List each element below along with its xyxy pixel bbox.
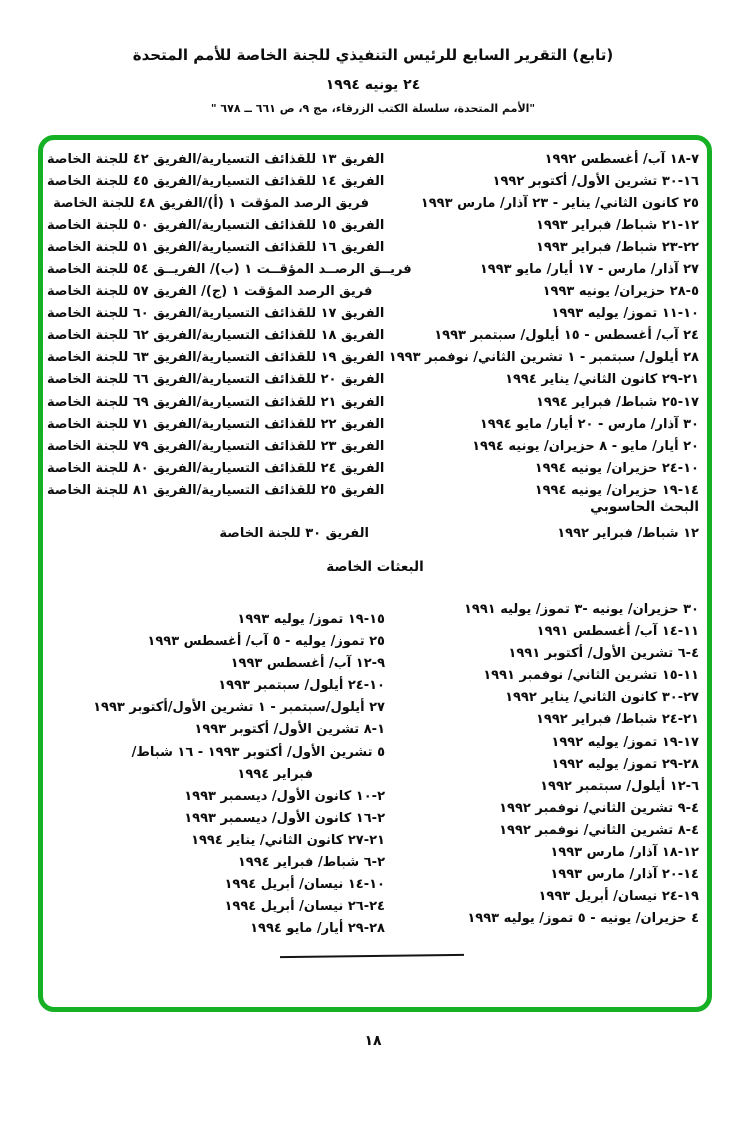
mission-date: ١١-١٤ آب/ أغسطس ١٩٩١ <box>536 624 699 640</box>
mission-date: ٢٨-٢٩ تموز/ يوليه ١٩٩٢ <box>551 756 699 772</box>
inspection-date: ١٦-٣٠ تشرين الأول/ أكتوبر ١٩٩٢ <box>492 173 699 189</box>
mission-date: ٤-٨ تشرين الثاني/ نوفمبر ١٩٩٢ <box>499 822 699 838</box>
inspection-team: الفريق ٢٢ للقذائف التسيارية/الفريق ٧١ للجنة الخاصة <box>47 416 385 432</box>
computer-search-heading: البحث الحاسوبي <box>590 499 699 515</box>
inspection-date: ٢٨ أيلول/ سبتمبر - ١ تشرين الثاني/ نوفمبر ١٩٩٣ <box>388 350 699 366</box>
mission-date: ٢-١٦ كانون الأول/ ديسمبر ١٩٩٣ <box>184 810 385 826</box>
document-title: (تابع) التقرير السابع للرئيس التنفيذي للجنة الخاصة للأمم المتحدة <box>132 46 614 64</box>
inspection-team: الفريق ٢٣ للقذائف التسيارية/الفريق ٧٩ للجنة الخاصة <box>47 438 385 454</box>
section-divider-line <box>280 954 464 958</box>
computer-search-date: ١٢ شباط/ فبراير ١٩٩٢ <box>557 525 699 541</box>
mission-date: ٣٠ حزيران/ يونيه -٣ تموز/ يوليه ١٩٩١ <box>463 602 699 617</box>
inspection-row <box>47 170 699 192</box>
mission-date: ٢٤-٢٦ نيسان/ أبريل ١٩٩٤ <box>224 899 385 915</box>
inspection-date: ١٠-١١ تموز/ يوليه ١٩٩٣ <box>551 306 699 322</box>
inspection-row <box>47 281 699 303</box>
mission-date: ٤ حزيران/ يونيه - ٥ تموز/ يوليه ١٩٩٣ <box>467 911 699 927</box>
computer-search-team: الفريق ٣٠ للجنة الخاصة <box>219 525 369 541</box>
document-date-line: ٢٤ يونيه ١٩٩٤ <box>325 77 421 93</box>
inspection-row <box>47 325 699 347</box>
inspection-date: ٢٠ أيار/ مايو - ٨ حزيران/ يونيه ١٩٩٤ <box>472 438 699 454</box>
mission-date: ١٤-٢٠ آذار/ مارس ١٩٩٣ <box>550 867 699 883</box>
mission-date: ٢١-٢٧ كانون الثاني/ يناير ١٩٩٤ <box>191 832 385 848</box>
mission-date: ٢-٦ شباط/ فبراير ١٩٩٤ <box>237 855 385 871</box>
inspection-row <box>47 148 699 170</box>
mission-date: ٤-٩ تشرين الثاني/ نوفمبر ١٩٩٢ <box>499 800 699 816</box>
inspection-team: الفريق ١٦ للقذائف التسيارية/الفريق ٥١ للجنة الخاصة <box>47 239 385 255</box>
mission-date: ٢٧-٣٠ كانون الثاني/ يناير ١٩٩٢ <box>505 690 699 706</box>
inspection-team: الفريق ٢٠ للقذائف التسيارية/الفريق ٦٦ للجنة الخاصة <box>47 372 385 388</box>
inspection-team: الفريق ١٩ للقذائف التسيارية/الفريق ٦٣ للجنة الخاصة <box>47 350 385 366</box>
inspection-date: ١٤-١٩ حزيران/ يونيه ١٩٩٤ <box>534 482 699 498</box>
mission-date: ١٠-٢٤ أيلول/ سبتمبر ١٩٩٣ <box>218 678 385 694</box>
mission-date: ١١-١٥ تشرين الثاني/ نوفمبر ١٩٩١ <box>483 668 699 684</box>
inspection-date: ٢٧ آذار/ مارس - ١٧ أيار/ مايو ١٩٩٣ <box>479 262 699 278</box>
computer-search-row <box>47 522 699 544</box>
mission-date: ١٧-١٩ تموز/ يوليه ١٩٩٢ <box>551 734 699 750</box>
inspection-team: الفريق ١٤ للقذائف التسيارية/الفريق ٤٥ للجنة الخاصة <box>47 173 385 189</box>
document-citation: "الأمم المتحدة، سلسلة الكتب الزرقاء، مج ٩، ص ٦٦١ ــ ٦٧٨ " <box>210 102 536 115</box>
inspection-date: ٢٤ آب/ أغسطس - ١٥ أيلول/ سبتمبر ١٩٩٣ <box>434 328 699 344</box>
mission-dates-left-column <box>93 609 385 940</box>
special-missions-heading: البعثات الخاصة <box>326 559 424 575</box>
mission-date: ٩-١٢ آب/ أغسطس ١٩٩٣ <box>230 656 385 672</box>
page-number: ١٨ <box>364 1033 382 1049</box>
inspection-row <box>47 192 699 214</box>
inspection-team: الفريق ١٨ للقذائف التسيارية/الفريق ٦٢ للجنة الخاصة <box>47 328 385 344</box>
inspection-row <box>47 258 699 280</box>
inspection-row <box>47 413 699 435</box>
inspection-row <box>47 347 699 369</box>
inspection-team: فريــق الرصــد المؤقــت ١ (ب)/ الفريــق ٥٤ للجنة الخاصة <box>47 262 412 278</box>
inspection-team: الفريق ١٧ للقذائف التسيارية/الفريق ٦٠ للجنة الخاصة <box>47 306 385 322</box>
inspection-row <box>47 457 699 479</box>
inspection-date: ١٢-٢١ شباط/ فبراير ١٩٩٣ <box>535 217 699 233</box>
mission-dates-right-column <box>464 599 699 930</box>
mission-date: ١٥-١٩ تموز/ يوليه ١٩٩٣ <box>237 612 385 627</box>
inspection-table <box>47 148 699 502</box>
mission-date: ٤-٦ تشرين الأول/ أكتوبر ١٩٩١ <box>508 646 699 662</box>
inspection-date: ٢٢-٢٣ شباط/ فبراير ١٩٩٣ <box>535 239 699 255</box>
mission-date: ٢٨-٢٩ أيار/ مايو ١٩٩٤ <box>250 921 385 937</box>
inspection-team: فريق الرصد المؤقت ١ (أ)/الفريق ٤٨ للجنة الخاصة <box>53 195 369 211</box>
inspection-date: ١٠-٢٤ حزيران/ يونيه ١٩٩٤ <box>534 460 699 476</box>
inspection-row <box>47 435 699 457</box>
inspection-date: ٢٥ كانون الثاني/ يناير - ٢٣ آذار/ مارس ١٩٩٣ <box>420 195 699 211</box>
mission-date: ١٠-١٤ نيسان/ أبريل ١٩٩٤ <box>224 877 385 893</box>
green-highlight-frame <box>38 135 712 1012</box>
mission-date: فبراير ١٩٩٤ <box>237 766 313 782</box>
inspection-row <box>47 391 699 413</box>
inspection-row <box>47 369 699 391</box>
inspection-team: الفريق ٢١ للقذائف التسيارية/الفريق ٦٩ للجنة الخاصة <box>47 394 385 410</box>
mission-date: ٥ تشرين الأول/ أكتوبر ١٩٩٣ - ١٦ شباط/ <box>131 744 385 760</box>
mission-date: ٢١-٢٤ شباط/ فبراير ١٩٩٢ <box>535 712 699 728</box>
inspection-team: الفريق ٢٤ للقذائف التسيارية/الفريق ٨٠ للجنة الخاصة <box>47 460 385 476</box>
inspection-date: ٢١-٢٩ كانون الثاني/ يناير ١٩٩٤ <box>505 372 699 388</box>
inspection-team: الفريق ١٣ للقذائف التسيارية/الفريق ٤٢ للجنة الخاصة <box>47 151 385 167</box>
mission-date: ٢-١٠ كانون الأول/ ديسمبر ١٩٩٣ <box>184 788 385 804</box>
inspection-row <box>47 214 699 236</box>
inspection-team: الفريق ٢٥ للقذائف التسيارية/الفريق ٨١ للجنة الخاصة <box>47 482 385 498</box>
inspection-date: ٣٠ آذار/ مارس - ٢٠ أيار/ مايو ١٩٩٤ <box>479 416 699 432</box>
inspection-row <box>47 303 699 325</box>
inspection-date: ١٧-٢٥ شباط/ فبراير ١٩٩٤ <box>535 394 699 410</box>
mission-date: ٦-١٢ أيلول/ سبتمبر ١٩٩٢ <box>540 778 699 794</box>
inspection-date: ٥-٢٨ حزيران/ يونيه ١٩٩٣ <box>542 284 699 300</box>
mission-date: ١٢-١٨ آذار/ مارس ١٩٩٣ <box>550 845 699 861</box>
mission-date: ١-٨ تشرين الأول/ أكتوبر ١٩٩٣ <box>194 722 385 738</box>
mission-date: ٢٥ تموز/ يوليه - ٥ آب/ أغسطس ١٩٩٣ <box>147 634 385 650</box>
inspection-team: الفريق ١٥ للقذائف التسيارية/الفريق ٥٠ للجنة الخاصة <box>47 217 385 233</box>
inspection-date: ٧-١٨ آب/ أغسطس ١٩٩٢ <box>544 151 699 167</box>
mission-date: ١٩-٢٤ نيسان/ أبريل ١٩٩٣ <box>538 889 699 905</box>
inspection-row <box>47 236 699 258</box>
mission-date: ٢٧ أيلول/سبتمبر - ١ تشرين الأول/أكتوبر ١٩٩٣ <box>93 700 385 716</box>
inspection-team: فريق الرصد المؤقت ١ (ج)/ الفريق ٥٧ للجنة الخاصة <box>47 284 373 300</box>
